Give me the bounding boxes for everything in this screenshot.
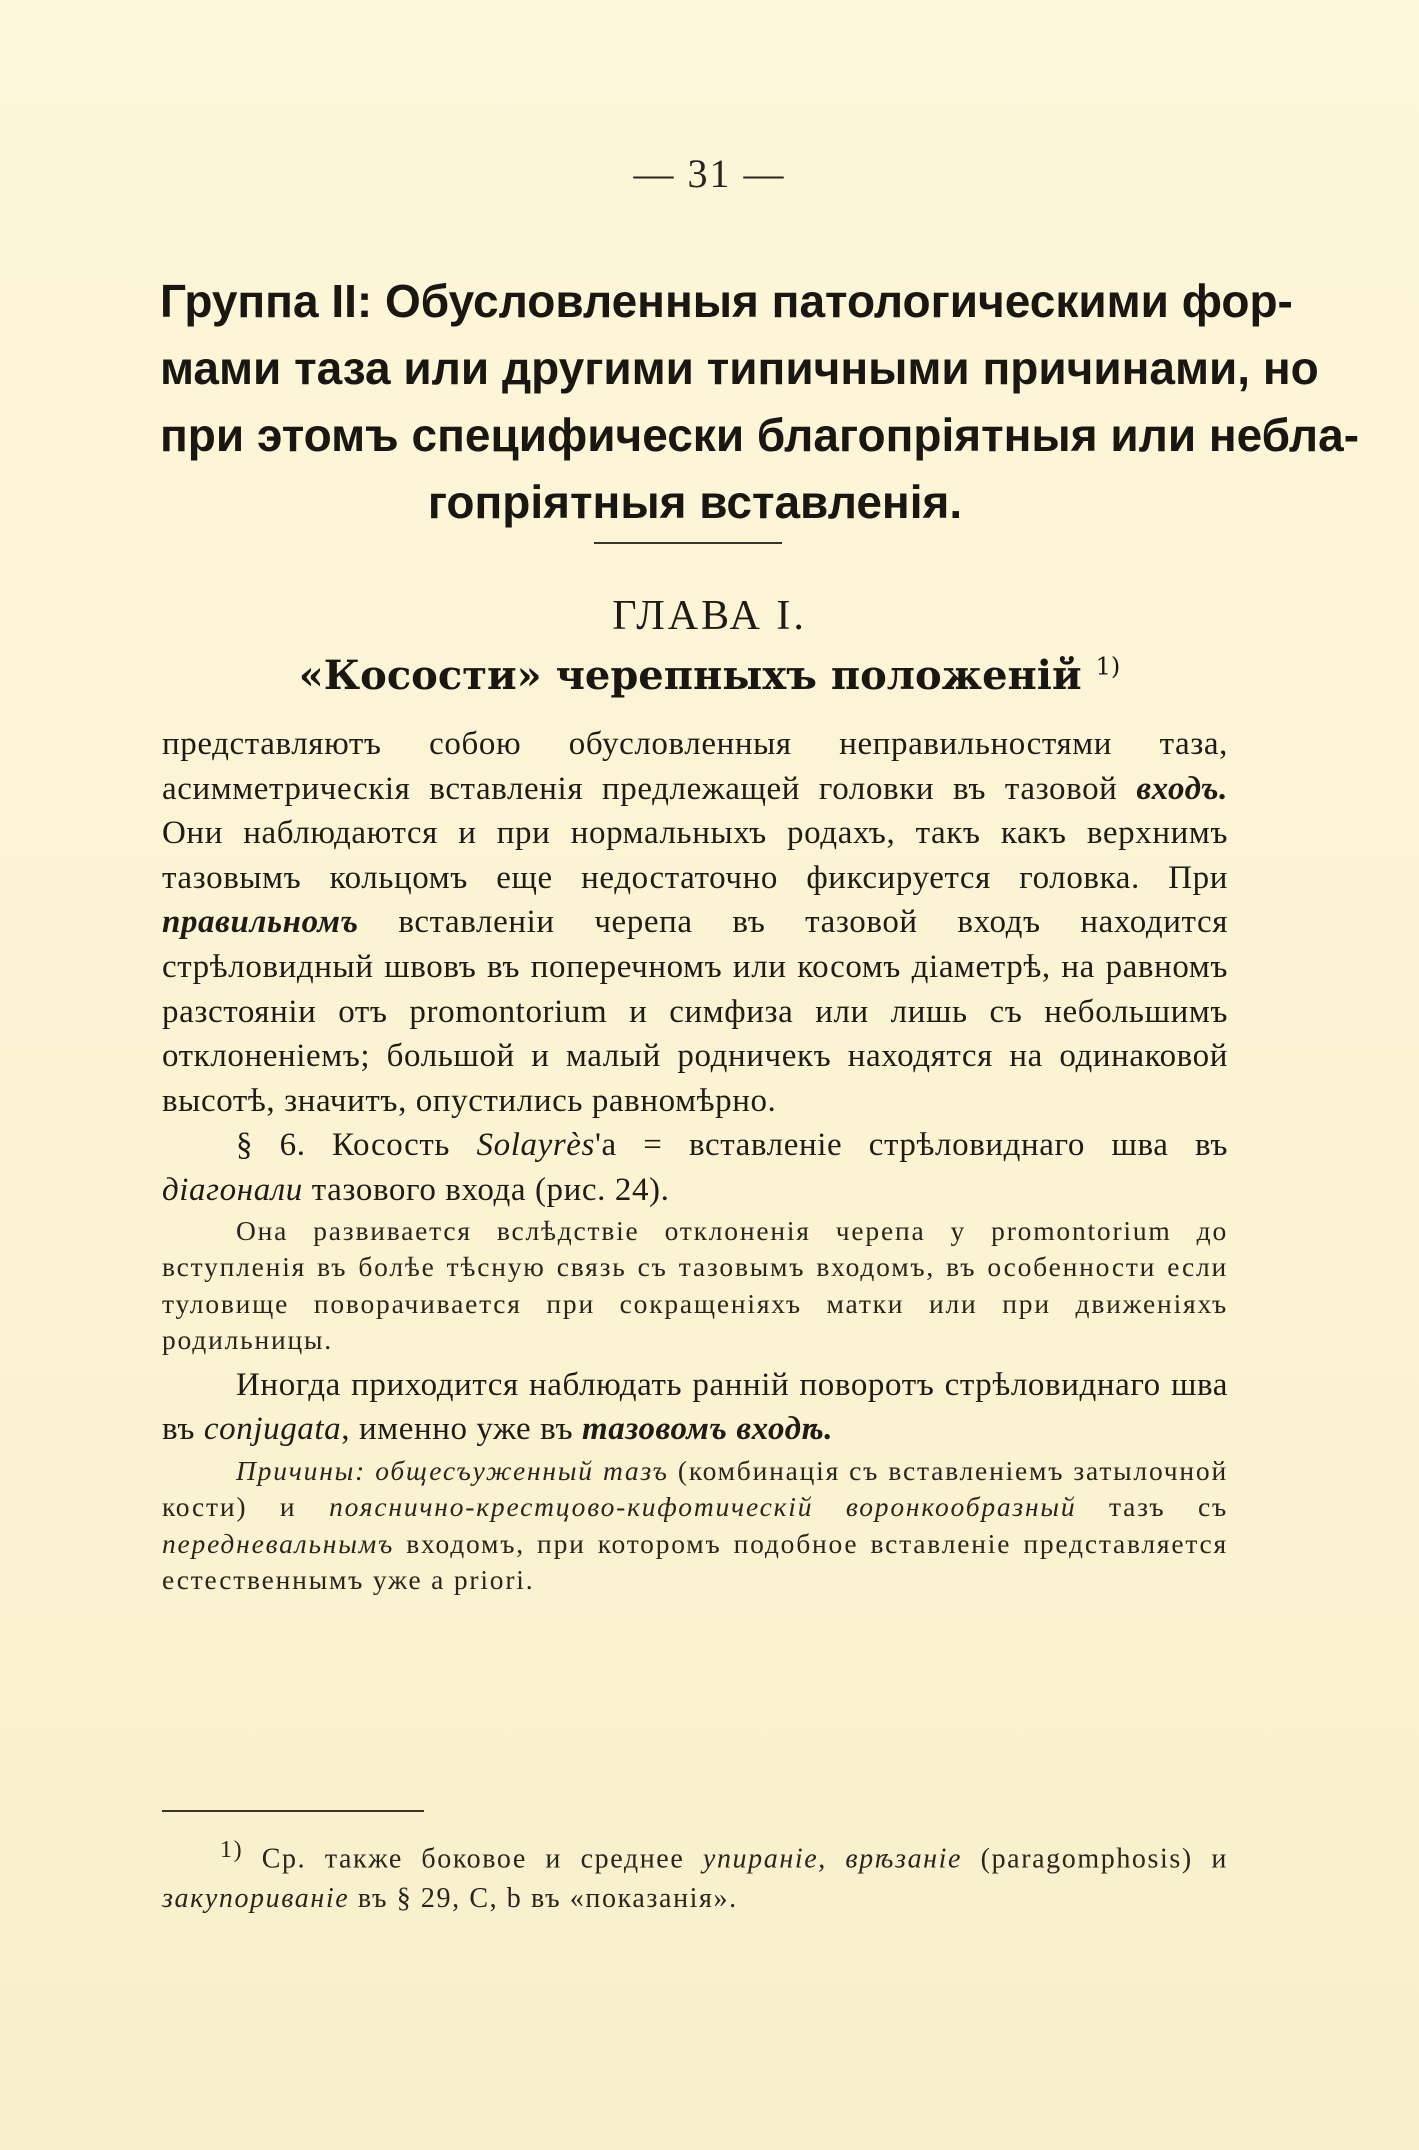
causes-text-3: входомъ, при которомъ подобное вставленіе представляется естественнымъ уже a priori.	[162, 1527, 1228, 1596]
footnote-mark: 1)	[220, 1837, 244, 1863]
intro-text-3: вставленіи черепа въ тазовой входъ находится стрѣловидный швовъ въ поперечномъ или косомъ діаметрѣ, на равномъ разстояніи отъ promontorium и симфиза или лишь съ небольшимъ отклоненіемъ; большой и малый родничекъ находятся на одинаковой высотѣ, значитъ, опустились равномѣрно.	[162, 904, 1228, 1119]
page-number: — 31 —	[633, 151, 786, 196]
body-text	[162, 722, 1228, 1599]
section-6-name: Solayrès	[476, 1127, 595, 1164]
footnote-rule	[162, 1810, 424, 1812]
group-heading-line: Группа II: Обусловленныя патологическими фор-	[160, 275, 1293, 327]
intro-text-2: Они наблюдаются и при нормальныхъ родахъ, такъ какъ верхнимъ тазовымъ кольцомъ еще недостаточно фиксируется головка. При	[162, 815, 1228, 896]
group-heading-line: гопріятныя вставленія.	[427, 476, 963, 528]
section-6-prefix: § 6. Косость	[236, 1127, 477, 1164]
intro-text-1: представляютъ собою обусловленныя неправильностями таза, асимметрическія вставленія предлежащей головки въ тазовой	[162, 726, 1228, 807]
small-print-paragraph: Она развивается вслѣдствіе отклоненія черепа у promontorium до вступленія въ болѣе тѣсную связь съ тазовымъ входомъ, въ особенности если туловище поворачивается при сокращеніяхъ матки или при движеніяхъ родильницы.	[162, 1214, 1228, 1356]
section-divider	[594, 542, 782, 544]
footnote-ref: 1)	[1095, 652, 1121, 681]
causes-text-1: (комбинація съ вставленіемъ затылочной кости) и	[162, 1454, 1229, 1523]
footnote	[162, 1830, 1228, 1919]
causes-paragraph	[162, 1453, 1228, 1599]
footnote-text-2: (paragomphosis) и	[962, 1843, 1228, 1875]
chapter-title: ГЛАВА I.	[612, 593, 807, 639]
footnote-term-1: упираніе, врѣзаніе	[702, 1843, 963, 1875]
causes-label: Причины:	[236, 1454, 367, 1486]
section-6-diagonal: діагонали	[162, 1171, 303, 1208]
section-6-mid: 'а = вставленіе стрѣловиднаго шва въ	[595, 1127, 1229, 1164]
group-heading	[160, 268, 1360, 536]
causes-term-2: пояснично-крестцово-кифотическій воронкообразный	[329, 1491, 1077, 1523]
pelvic-entrance-term: тазовомъ входѣ.	[582, 1410, 834, 1447]
causes-term-1: общесъуженный тазъ	[366, 1454, 669, 1486]
conjugata-term: conjugata	[203, 1410, 342, 1447]
footnote-text-3: въ § 29, C, b въ «показанія».	[349, 1883, 738, 1915]
section-6-suffix: тазового входа (рис. 24).	[302, 1171, 670, 1208]
chapter-subtitle-text: «Косости» черепныхъ положеній	[298, 652, 1082, 699]
group-heading-line: мами таза или другими типичными причинами, но	[160, 342, 1319, 394]
intro-emphasis-correct: правильномъ	[162, 904, 359, 941]
chapter-subtitle	[0, 652, 1419, 699]
intro-paragraph	[162, 722, 1228, 1123]
rotation-paragraph	[162, 1363, 1228, 1451]
causes-term-3: передневальнымъ	[162, 1527, 395, 1559]
group-heading-line: при этомъ специфически благопріятныя или небла-	[160, 409, 1360, 461]
rotation-text: Иногда приходится наблюдать раннiй поворотъ стрѣловиднаго шва въ	[162, 1366, 1228, 1447]
footnote-term-2: закупориваніе	[162, 1883, 350, 1915]
footnote-text-1: Ср. также боковое и среднее	[243, 1843, 703, 1875]
intro-emphasis-entrance: входъ.	[1136, 770, 1228, 807]
causes-text-2: тазъ съ	[1076, 1491, 1229, 1523]
section-6-paragraph	[162, 1123, 1228, 1212]
rotation-mid: , именно уже въ	[341, 1410, 583, 1447]
